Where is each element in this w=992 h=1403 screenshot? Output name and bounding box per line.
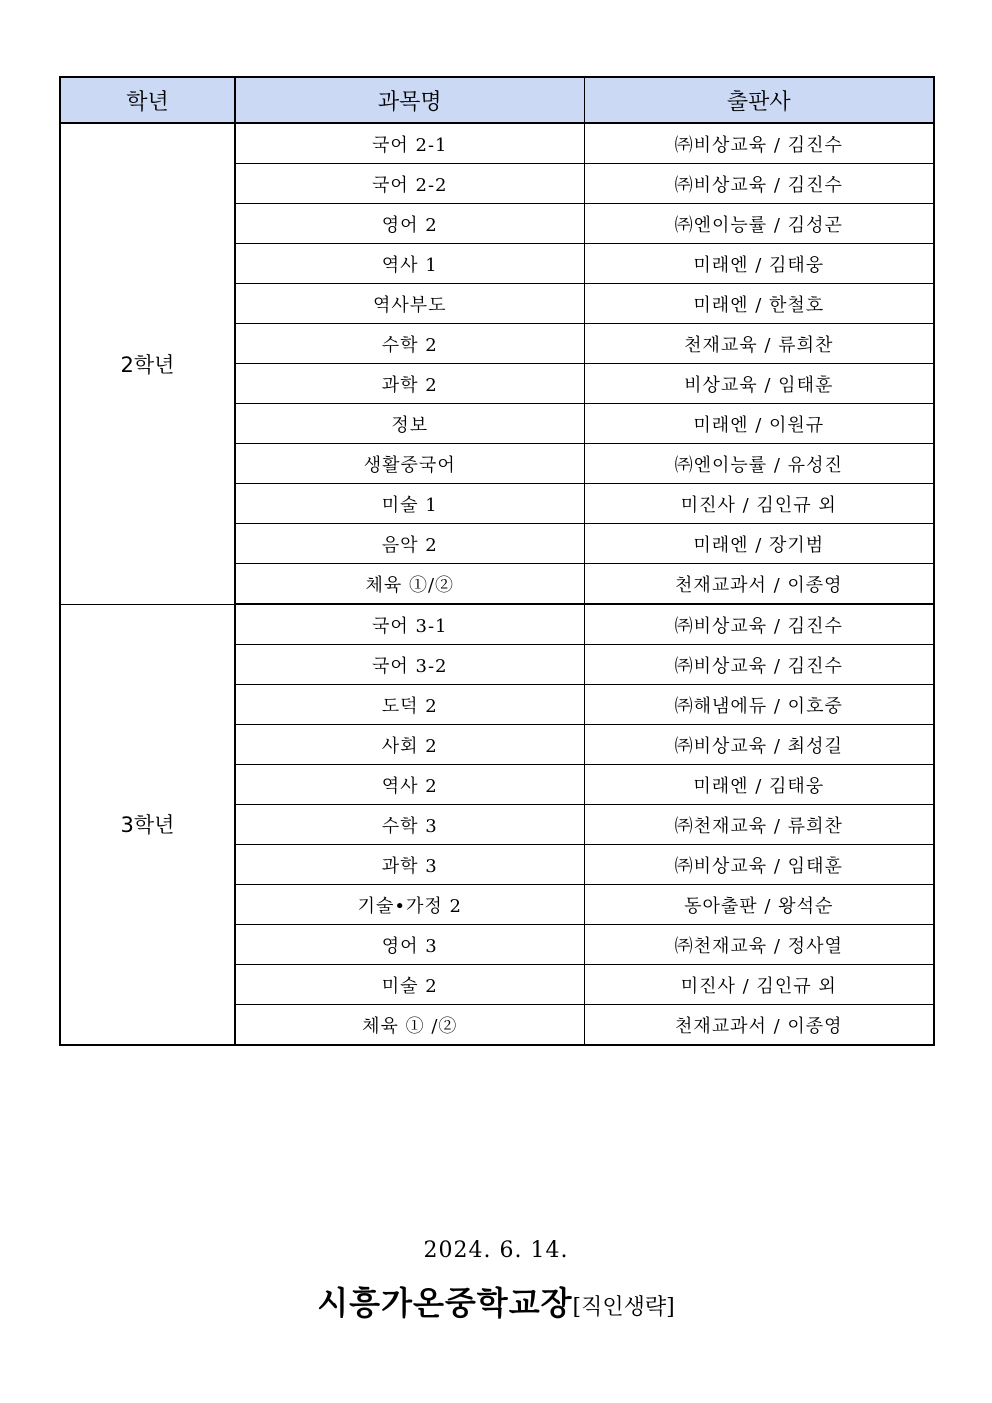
subject-cell: 수학 3	[235, 805, 584, 845]
publisher-cell: 미래엔 / 한철호	[584, 284, 934, 324]
subject-cell: 국어 2-2	[235, 164, 584, 204]
header-publisher: 출판사	[584, 77, 934, 123]
table-row	[60, 604, 934, 645]
subject-cell: 수학 2	[235, 324, 584, 364]
subject-cell: 도덕 2	[235, 685, 584, 725]
subject-cell: 국어 3-2	[235, 645, 584, 685]
publisher-cell: ㈜비상교육 / 최성길	[584, 725, 934, 765]
publisher-cell: ㈜엔이능률 / 김성곤	[584, 204, 934, 244]
publisher-cell: ㈜천재교육 / 류희찬	[584, 805, 934, 845]
subject-cell: 역사 2	[235, 765, 584, 805]
publisher-cell: ㈜비상교육 / 김진수	[584, 645, 934, 685]
publisher-cell: 미진사 / 김인규 외	[584, 484, 934, 524]
publisher-cell: 천재교과서 / 이종영	[584, 564, 934, 605]
subject-cell: 국어 2-1	[235, 123, 584, 164]
subject-cell: 국어 3-1	[235, 604, 584, 645]
publisher-cell: 미래엔 / 이원규	[584, 404, 934, 444]
publisher-cell: ㈜해냄에듀 / 이호중	[584, 685, 934, 725]
subject-cell: 생활중국어	[235, 444, 584, 484]
header-grade: 학년	[60, 77, 235, 123]
publisher-cell: 미래엔 / 장기범	[584, 524, 934, 564]
subject-cell: 과학 2	[235, 364, 584, 404]
publisher-cell: 미래엔 / 김태웅	[584, 244, 934, 284]
signature-line	[0, 1278, 992, 1324]
seal-omitted-note: [직인생략]	[572, 1295, 675, 1320]
subject-cell: 영어 2	[235, 204, 584, 244]
subject-cell: 역사 1	[235, 244, 584, 284]
publisher-cell: 미래엔 / 김태웅	[584, 765, 934, 805]
publisher-cell: ㈜비상교육 / 임태훈	[584, 845, 934, 885]
subject-cell: 기술•가정 2	[235, 885, 584, 925]
subject-cell: 체육 ① /②	[235, 1005, 584, 1046]
subject-cell: 미술 2	[235, 965, 584, 1005]
publisher-cell: 동아출판 / 왕석순	[584, 885, 934, 925]
subject-cell: 미술 1	[235, 484, 584, 524]
subject-cell: 정보	[235, 404, 584, 444]
publisher-cell: 미진사 / 김인규 외	[584, 965, 934, 1005]
subject-cell: 사회 2	[235, 725, 584, 765]
subject-cell: 음악 2	[235, 524, 584, 564]
subject-cell: 체육 ①/②	[235, 564, 584, 605]
publisher-cell: ㈜비상교육 / 김진수	[584, 604, 934, 645]
publisher-cell: ㈜비상교육 / 김진수	[584, 164, 934, 204]
table-body	[60, 123, 934, 1045]
grade-cell: 3학년	[60, 604, 235, 1045]
principal-title: 시흥가온중학교장	[317, 1284, 573, 1322]
table-row	[60, 123, 934, 164]
grade-cell: 2학년	[60, 123, 235, 604]
subject-cell: 역사부도	[235, 284, 584, 324]
table-header-row	[60, 77, 934, 123]
subject-cell: 과학 3	[235, 845, 584, 885]
publisher-cell: ㈜엔이능률 / 유성진	[584, 444, 934, 484]
header-subject: 과목명	[235, 77, 584, 123]
publisher-cell: 천재교과서 / 이종영	[584, 1005, 934, 1046]
textbook-table	[59, 76, 935, 1046]
subject-cell: 영어 3	[235, 925, 584, 965]
document-date: 2024. 6. 14.	[423, 1238, 569, 1263]
publisher-cell: 비상교육 / 임태훈	[584, 364, 934, 404]
publisher-cell: ㈜비상교육 / 김진수	[584, 123, 934, 164]
publisher-cell: 천재교육 / 류희찬	[584, 324, 934, 364]
publisher-cell: ㈜천재교육 / 정사열	[584, 925, 934, 965]
